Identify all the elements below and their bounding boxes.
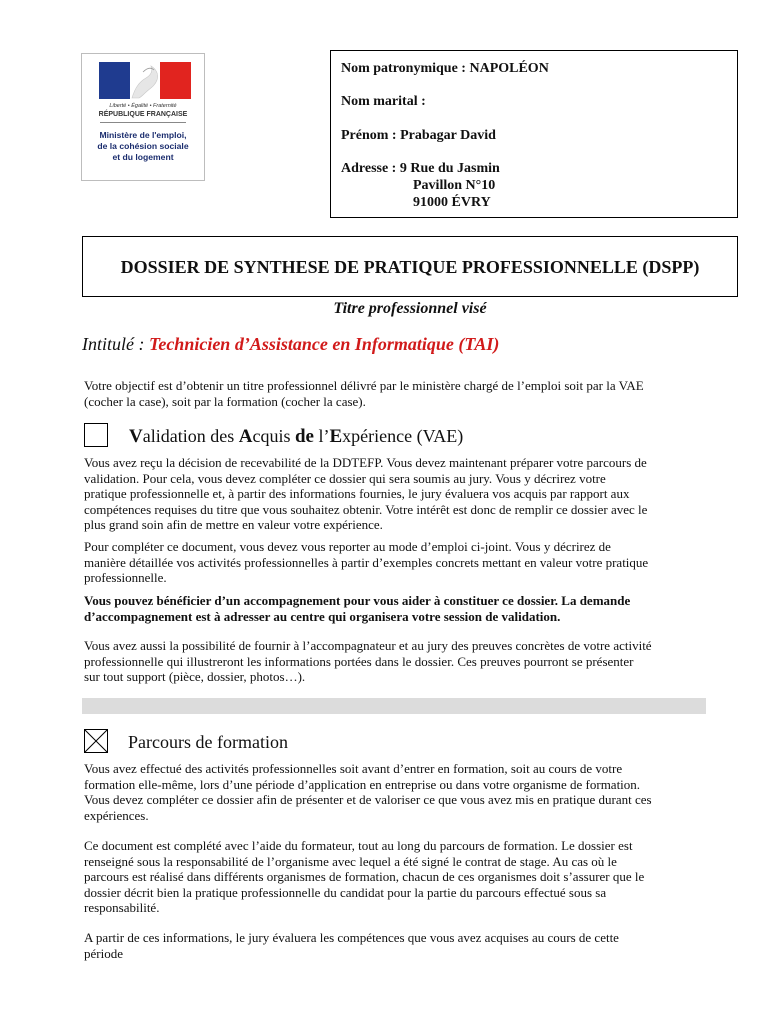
text-line: professionnelle qui illustreront les informations portées dans le dossier. Ces preuves pourront se présenter <box>84 653 634 669</box>
formation-paragraph-3 <box>84 930 704 961</box>
logo-ministry-line: et du logement <box>112 152 174 162</box>
adresse: Adresse : 9 Rue du Jasmin <box>341 161 500 176</box>
section-separator <box>82 698 706 714</box>
text-line: Votre objectif est d’obtenir un titre professionnel délivré par le ministère chargé de l’emploi soit par la VAE <box>84 378 644 393</box>
text-line: formation elle-même, lors d’une période d’application en entreprise ou dans votre organisme de formation. <box>84 776 641 792</box>
text-line: expériences. <box>84 807 149 823</box>
text-line: Vous avez reçu la décision de recevabilité de la DDTEFP. Vous devez maintenant préparer votre parcours de <box>84 455 647 470</box>
vae-checkbox[interactable] <box>84 423 108 447</box>
adresse-line-2: Pavillon N°10 <box>413 178 496 193</box>
text-line: manière détaillée vos activités professionnelles à partir d’exemples concrets mettant en valeur votre pratique <box>84 554 649 570</box>
text-line: sur tout support (pièce, dossier, photos…). <box>84 669 306 684</box>
text-line: Vous avez effectué des activités professionnelles soit avant d’entrer en formation, soit au cours de votre <box>84 761 623 776</box>
text-line: validation. Pour cela, vous devez compléter ce dossier qui sera soumis au jury. Vous y décrirez votre <box>84 470 606 486</box>
logo-republic: RÉPUBLIQUE FRANÇAISE <box>98 111 188 118</box>
vae-paragraph-1 <box>84 455 704 533</box>
logo-ministry <box>86 130 200 163</box>
formation-checkbox[interactable] <box>84 729 108 753</box>
vae-heading <box>129 426 463 448</box>
checkbox-cross-icon <box>85 730 107 752</box>
nom-marital: Nom marital : <box>341 94 426 109</box>
vae-paragraph-accompaniment <box>84 593 704 624</box>
text-line: Vous pouvez bénéficier d’un accompagnement pour vous aider à constituer ce dossier. La demande <box>84 593 631 608</box>
prenom: Prénom : Prabagar David <box>341 128 496 143</box>
text-line: plus grand soin afin de mettre en valeur votre expérience. <box>84 517 383 532</box>
logo-motto: Liberté • Égalité • Fraternité <box>109 103 177 109</box>
formation-paragraph-2 <box>84 838 704 916</box>
text-line: A partir de ces informations, le jury évaluera les compétences que vous avez acquises au cours de cette <box>84 930 619 945</box>
ministry-logo <box>81 53 205 181</box>
intitule <box>82 334 499 355</box>
marianne-flag-icon <box>99 62 191 99</box>
titre-vise: Titre professionnel visé <box>333 300 487 317</box>
vae-paragraph-2 <box>84 539 704 586</box>
text-line: professionnelle. <box>84 570 167 585</box>
text-line: Pour compléter ce document, vous devez vous reporter au mode d’emploi ci-joint. Vous y décrirez de <box>84 539 611 554</box>
intitule-label: Intitulé : <box>82 334 149 354</box>
formation-paragraph-1 <box>84 761 704 823</box>
text-line: Ce document est complété avec l’aide du formateur, tout au long du parcours de formation. Le dossier est <box>84 838 633 853</box>
logo-ministry-line: de la cohésion sociale <box>97 141 189 151</box>
text-line: pratique professionnelle et, à partir des informations fournies, le jury évaluera vos acquis par rapport aux <box>84 486 630 501</box>
intitule-value: Technicien d’Assistance en Informatique (TAI) <box>148 334 500 354</box>
heading-text: xpérience (VAE) <box>342 426 464 446</box>
text-line: (cocher la case), soit par la formation (cocher la case). <box>84 393 366 409</box>
logo-divider <box>100 122 186 123</box>
vae-paragraph-4 <box>84 638 704 685</box>
logo-ministry-line: Ministère de l'emploi, <box>99 130 187 140</box>
text-line: Vous avez aussi la possibilité de fournir à l’accompagnateur et au jury des preuves concrètes de votre activité <box>84 638 652 653</box>
objective-text <box>84 378 704 409</box>
document-title: DOSSIER DE SYNTHESE DE PRATIQUE PROFESSIONNELLE (DSPP) <box>82 236 738 297</box>
heading-initial: de <box>294 426 314 447</box>
text-line: Vous devez compléter ce dossier afin de présenter et de valoriser ce que vous avez mis en pratique durant ces <box>84 792 652 807</box>
heading-initial: V <box>129 426 143 447</box>
heading-text: alidation des <box>142 426 239 446</box>
text-line: dossier décrit bien la pratique professionnelle du candidat pour la partie du parcours effectué sous sa <box>84 884 607 900</box>
identity-box <box>330 50 738 218</box>
text-line: compétences requises du titre que vous souhaitez obtenir. Votre intérêt est donc de remplir ce dossier avec le <box>84 501 648 517</box>
text-line: responsabilité. <box>84 900 160 915</box>
text-line: parcours est réalisé dans différents organismes de formation, chacun de ces organismes doit s’assurer que le <box>84 869 645 884</box>
nom-patronymique: Nom patronymique : NAPOLÉON <box>341 61 549 76</box>
text-line: renseigné sous la responsabilité de l’organisme avec lequel a été signé le contrat de stage. Au cas où le <box>84 853 617 869</box>
heading-initial: E <box>329 426 343 447</box>
text-line: période <box>84 945 123 961</box>
formation-heading: Parcours de formation <box>128 732 288 752</box>
heading-initial: A <box>238 426 253 447</box>
heading-text: l’ <box>313 426 330 446</box>
heading-text: cquis <box>252 426 295 446</box>
adresse-line-3: 91000 ÉVRY <box>413 195 491 210</box>
text-line: d’accompagnement est à adresser au centre qui organisera votre session de validation. <box>84 608 561 624</box>
